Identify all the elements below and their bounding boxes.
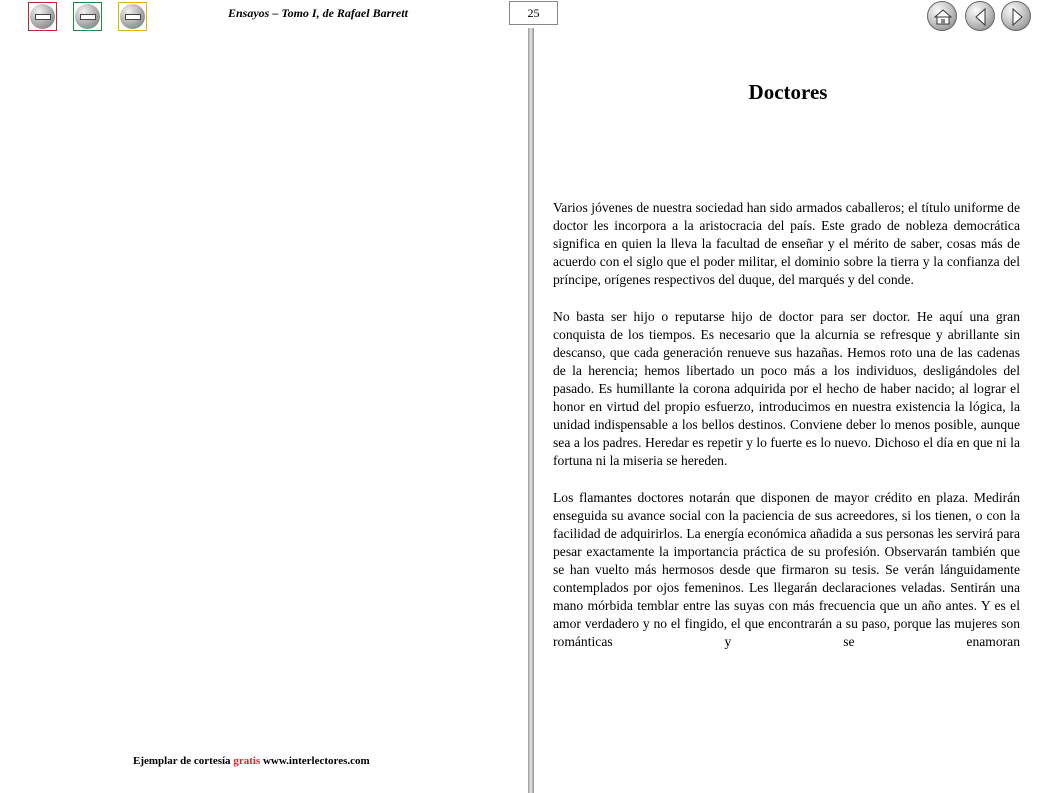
- previous-page-button[interactable]: [965, 1, 995, 31]
- paragraph-3: Los flamantes doctores notarán que disponen de mayor crédito en plaza. Medirán enseguida su avance social con la paciencia de sus acreedores, si los tienen, o con la facilidad de adquirirlos. La energía económica añadida a sus personas les servirá para pesar exactamente la importancia práctica de su profesión. Observarán también que se han vuelto más hermosos desde que firmaron su tesis. Se verán lánguidamente contemplados por ojos femeninos. Les llegarán declaraciones veladas. Sentirán una mano mórbida temblar entre las suyas con más frecuencia que un año antes. Y es el amor verdadero y no el fingido, el que encontrarán a su paso, porque las mujeres son románticas y se enamoran: [553, 489, 1020, 650]
- page-number: 25: [509, 1, 558, 25]
- paragraph-1: Varios jóvenes de nuestra sociedad han sido armados caballeros; el título uniforme de doctor les incorpora a la aristocracia del país. Este grado de nobleza democrática significa en quien la lleva la facultad de enseñar y el mérito de saber, cosas más de acuerdo con el siglo que el poder militar, el dominio sobre la tierra y la confianza del príncipe, orígenes respectivos del duque, del marqués y del conde.: [553, 200, 1020, 288]
- next-page-button[interactable]: [1001, 1, 1031, 31]
- book-spine: [528, 28, 534, 793]
- footer-prefix: Ejemplar de cortesía: [133, 755, 231, 767]
- minus-icon: [30, 4, 55, 29]
- paragraph-2: No basta ser hijo o reputarse hijo de doctor para ser doctor. He aquí una gran conquista de los tiempos. Es necesario que la alcurnia se refresque y abrillante sin descanso, que cada generación renueve sus hazañas. Hemos roto una de las cadenas de la herencia; hemos libertado un poco más a los individuos, desligándoles del pasado. Es humillante la corona adquirida por el hecho de haber nacido; al lograr el honor en virtud del propio esfuerzo, introducimos en nuestra existencia la lógica, la unidad indispensable a los bellos destinos. Conviene deber lo menos posible, aunque sea a los padres. Heredar es repetir y lo fuerte es lo nuevo. Dichoso el día en que ni la fortuna ni la miseria se hereden.: [553, 308, 1020, 469]
- minus-icon: [120, 4, 145, 29]
- home-button[interactable]: [927, 1, 957, 31]
- minus-button-green[interactable]: [73, 2, 102, 31]
- footer: [133, 755, 370, 767]
- article-body: [553, 199, 1020, 669]
- footer-gratis: gratis: [233, 755, 261, 767]
- minus-button-yellow[interactable]: [118, 2, 147, 31]
- footer-url[interactable]: www.interlectores.com: [262, 755, 370, 767]
- arrow-right-icon: [1002, 2, 1032, 32]
- home-icon: [928, 2, 958, 32]
- book-title: Ensayos – Tomo I, de Rafael Barrett: [228, 6, 408, 20]
- minus-icon: [75, 4, 100, 29]
- arrow-left-icon: [966, 2, 996, 32]
- page-title: Doctores: [748, 80, 828, 104]
- minus-button-red[interactable]: [28, 2, 57, 31]
